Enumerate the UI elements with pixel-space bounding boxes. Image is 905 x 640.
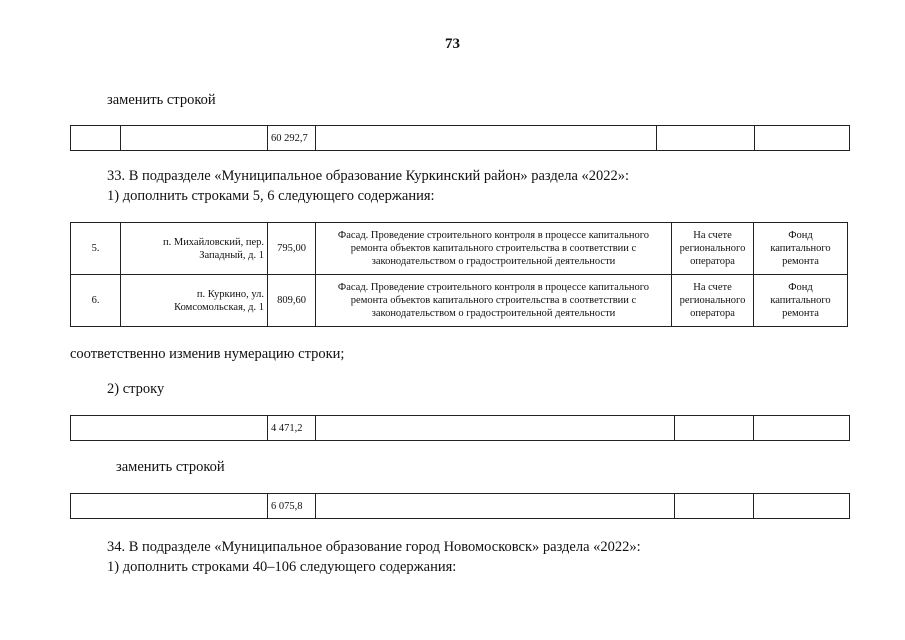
amount-cell: 4 471,2 (268, 416, 316, 441)
fund-line: Фонд (788, 282, 813, 293)
account-line: оператора (690, 256, 735, 267)
fund-line: капитального (770, 295, 831, 306)
table-cell (121, 126, 268, 151)
table-cell (316, 126, 657, 151)
account-line: На счете (693, 282, 732, 293)
table-cell (71, 494, 268, 519)
section-34-heading: 34. В подразделе «Муниципальное образование город Новомосковск» раздела «2022»: (107, 539, 641, 555)
table-cell (755, 126, 850, 151)
work-line: законодательством о градостроительной деятельности (371, 256, 616, 267)
work-description-cell (316, 275, 672, 327)
table-added-rows (70, 222, 848, 327)
address-line: п. Михайловский, пер. (162, 236, 264, 248)
table-row (71, 494, 850, 519)
section-33-item-1: 1) дополнить строками 5, 6 следующего содержания: (107, 188, 435, 204)
row-number-cell: 6. (71, 275, 121, 327)
table-cell (71, 416, 268, 441)
fund-cell (754, 223, 848, 275)
amount-cell: 795,00 (268, 223, 316, 275)
table-row (71, 126, 850, 151)
table-cell (754, 416, 850, 441)
table-original-row (70, 415, 850, 441)
table-row (71, 275, 848, 327)
amount-cell: 60 292,7 (268, 126, 316, 151)
table-replacement-row-1 (70, 125, 850, 151)
replace-with-row-text-2: заменить строкой (116, 459, 225, 475)
work-line: законодательством о градостроительной деятельности (371, 308, 616, 319)
address-cell (121, 223, 268, 275)
address-line: п. Куркино, ул. (196, 288, 264, 300)
table-row (71, 223, 848, 275)
fund-line: Фонд (788, 230, 813, 241)
work-line: Фасад. Проведение строительного контроля в процессе капитального (337, 230, 650, 241)
section-33-heading: 33. В подразделе «Муниципальное образование Куркинский район» раздела «2022»: (107, 168, 630, 184)
renumbering-text: соответственно изменив нумерацию строки; (70, 346, 345, 362)
page-number: 73 (445, 36, 460, 52)
work-description-cell (316, 223, 672, 275)
table-cell (675, 416, 754, 441)
work-line: Фасад. Проведение строительного контроля в процессе капитального (337, 282, 650, 293)
fund-cell (754, 275, 848, 327)
account-line: оператора (690, 308, 735, 319)
address-cell (121, 275, 268, 327)
address-line: Западный, д. 1 (199, 249, 264, 261)
table-replacement-row-2 (70, 493, 850, 519)
table-cell (754, 494, 850, 519)
account-line: На счете (693, 230, 732, 241)
work-line: ремонта объектов капитального строительства в соответствии с (350, 295, 637, 306)
table-cell (71, 126, 121, 151)
fund-line: капитального (770, 243, 831, 254)
table-cell (657, 126, 755, 151)
account-cell (672, 275, 754, 327)
fund-line: ремонта (782, 256, 819, 267)
item-2-text: 2) строку (107, 381, 165, 397)
amount-cell: 6 075,8 (268, 494, 316, 519)
address-line: Комсомольская, д. 1 (174, 301, 264, 313)
account-line: регионального (679, 295, 746, 306)
amount-cell: 809,60 (268, 275, 316, 327)
section-34-item-1: 1) дополнить строками 40–106 следующего содержания: (107, 559, 457, 575)
table-cell (316, 494, 675, 519)
account-cell (672, 223, 754, 275)
row-number-cell: 5. (71, 223, 121, 275)
fund-line: ремонта (782, 308, 819, 319)
table-cell (675, 494, 754, 519)
table-cell (316, 416, 675, 441)
table-row (71, 416, 850, 441)
account-line: регионального (679, 243, 746, 254)
replace-with-row-text: заменить строкой (107, 92, 216, 108)
work-line: ремонта объектов капитального строительства в соответствии с (350, 243, 637, 254)
